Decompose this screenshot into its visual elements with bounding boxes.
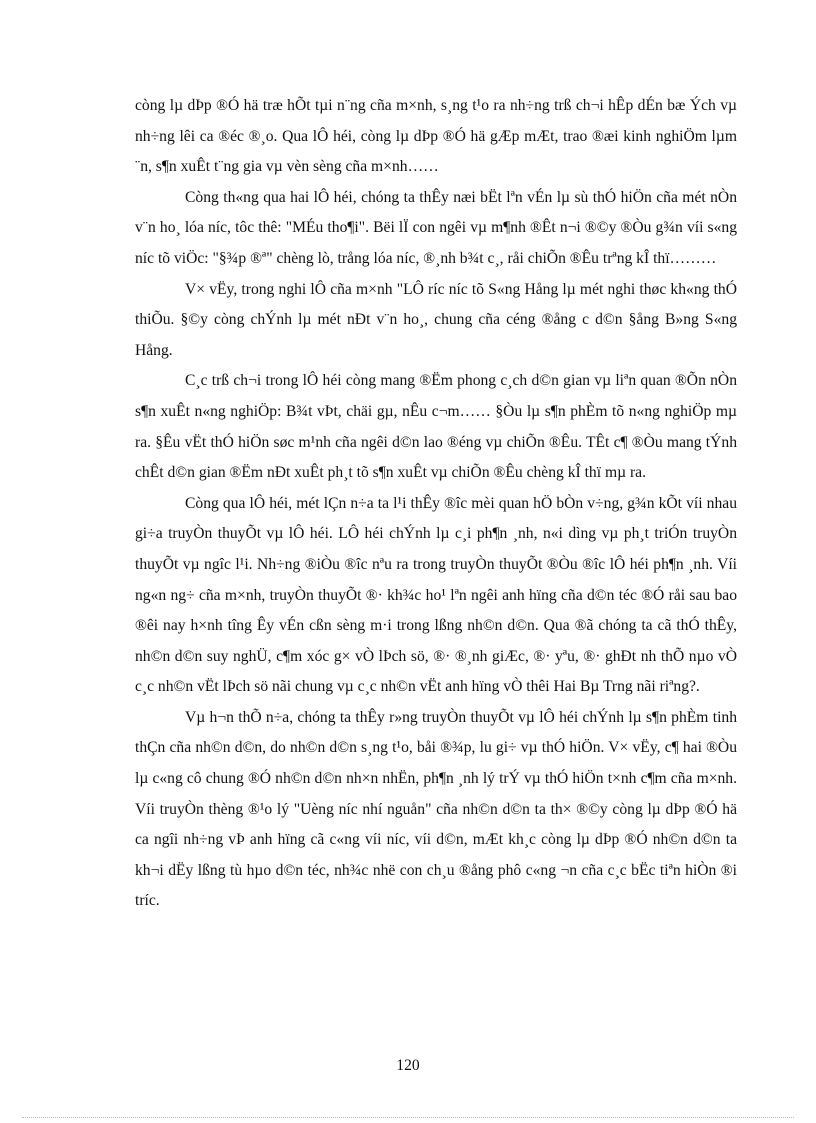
paragraph-5: Còng qua lÔ héi, mét lÇn n÷a ta l¹i thÊy ®îc mèi quan hÖ bÒn v÷ng, g¾n kÕt víi nhau gi÷a truyÒn thuyÕt vµ lÔ héi. LÔ héi chÝnh lµ c¸i ph¶n ¸nh, n«i dìng vµ ph¸t triÓn truyÒn thuyÕt vµ ngîc l¹i. Nh÷ng ®iÒu ®îc nªu ra trong truyÒn thuyÕt ®Òu ®îc lÔ héi ph¶n ¸nh. Víi ng«n ng÷ cña m×nh, truyÒn thuyÕt ®· kh¾c ho¹ lªn ngêi anh hïng cña d©n téc ®Ó råi sau bao ®êi nay h×nh tîng Êy vÉn cßn sèng m·i trong lßng nh©n d©n. Qua ®ã chóng ta cã thÓ thÊy, nh©n d©n suy nghÜ, c¶m xóc g× vÒ lÞch sö, ®· ®¸nh giÆc, ®· yªu, ®· ghÐt nh thÕ nµo vÒ c¸c nh©n vËt lÞch sö nãi chung vµ c¸c nh©n vËt anh hïng vÒ thêi Hai Bµ Trng nãi riªng?.	[135, 494, 737, 696]
paragraph-4: C¸c trß ch¬i trong lÔ héi còng mang ®Ëm phong c¸ch d©n gian vµ liªn quan ®Õn nÒn s¶n xuÊt n«ng nghiÖp: B¾t vÞt, chäi gµ, nÊu c¬m…… §Òu lµ s¶n phÈm tõ n«ng nghiÖp mµ ra. §Êu vËt thÓ hiÖn søc m¹nh cña ngêi d©n lao ®éng vµ chiÕn ®Êu. TÊt c¶ ®Òu mang tÝnh chÊt d©n gian ®Ëm nÐt xuÊt ph¸t tõ s¶n xuÊt vµ chiÕn ®Êu chèng kÎ thï mµ ra.	[135, 372, 737, 482]
footer-divider	[22, 1117, 794, 1118]
paragraph-1: còng lµ dÞp ®Ó hä træ hÕt tµi n¨ng cña m×nh, s¸ng t¹o ra nh÷ng trß ch¬i hÊp dÉn bæ Ých vµ nh÷ng lêi ca ®éc ®¸o. Qua lÔ héi, còng lµ dÞp ®Ó hä gÆp mÆt, trao ®æi kinh nghiÖm lµm ¨n, s¶n xuÊt t¨ng gia vµ vèn sèng cña m×nh……	[135, 97, 737, 176]
paragraph-6: Vµ h¬n thÕ n÷a, chóng ta thÊy r»ng truyÒn thuyÕt vµ lÔ héi chÝnh lµ s¶n phÈm tinh thÇn cña nh©n d©n, do nh©n d©n s¸ng t¹o, båi ®¾p, lu gi÷ vµ thÓ hiÖn. V× vËy, c¶ hai ®Òu lµ c«ng cô chung ®Ó nh©n d©n nh×n nhËn, ph¶n ¸nh lý trÝ vµ thÓ hiÖn t×nh c¶m cña m×nh. Víi truyÒn thèng ®¹o lý "Uèng níc nhí nguån" cña nh©n d©n ta th× ®©y còng lµ dÞp ®Ó hä ca ngîi nh÷ng vÞ anh hïng cã c«ng víi níc, víi d©n, mÆt kh¸c còng lµ dÞp ®Ó nh©n d©n ta kh¬i dËy lßng tù hµo d©n téc, nh¾c nhë con ch¸u ®ång phô c«ng ¬n cña c¸c bËc tiªn hiÒn ®i tríc.	[135, 708, 737, 910]
paragraph-2: Còng th«ng qua hai lÔ héi, chóng ta thÊy næi bËt lªn vÉn lµ sù thÓ hiÖn cña mét nÒn v¨n ho¸ lóa níc, tôc thê: "MÉu tho¶i". Bëi lÏ con ngêi vµ m¶nh ®Êt n¬i ®©y ®Òu g¾n víi s«ng níc tõ viÖc: "§¾p ®ª" chèng lò, trång lóa níc, ®¸nh b¾t c¸, råi chiÕn ®Êu trªng kÎ thï………	[135, 188, 737, 267]
page-number: 120	[396, 1057, 420, 1074]
paragraph-3: V× vËy, trong nghi lÔ cña m×nh "LÔ ríc níc tõ S«ng Hång lµ mét nghi thøc kh«ng thÓ thiÕu. §©y còng chÝnh lµ mét nÐt v¨n ho¸, chung cña céng ®ång c d©n §ång B»ng S«ng Hång.	[135, 280, 737, 359]
body-text	[135, 91, 737, 917]
